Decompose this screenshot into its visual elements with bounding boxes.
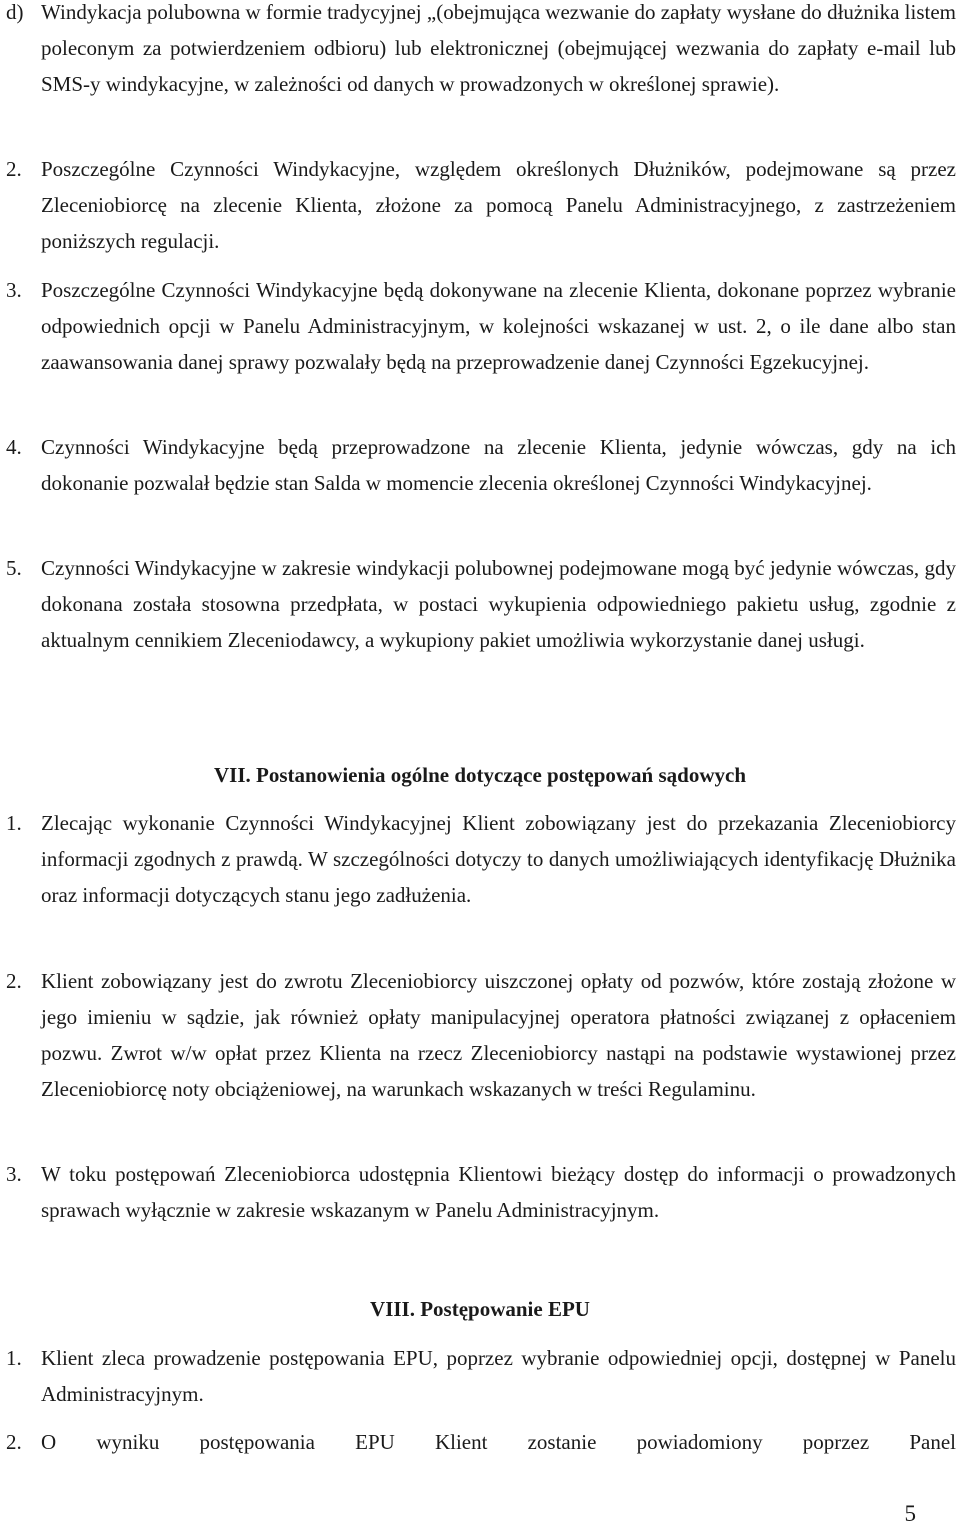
list-item-text: Windykacja polubowna w formie tradycyjnej „(obejmująca wezwanie do zapłaty wysłane do dłużnika listem poleconym za potwierdzeniem odbioru) lub elektronicznej (obejmującej wezwania do zapłaty e-mail lub SMS-y windykacyjne, w zależności od danych w prowadzonych w określonej sprawie). (41, 0, 956, 96)
list-item-text: Poszczególne Czynności Windykacyjne, względem określonych Dłużników, podejmowane są przez Zleceniobiorcę na zlecenie Klienta, złożone za pomocą Panelu Administracyjnego, z zastrzeżeniem poniższych regulacji. (41, 157, 956, 253)
list-item-number: 3. (6, 278, 22, 302)
list-item (6, 1156, 956, 1228)
list-item (6, 805, 956, 913)
list-item (6, 0, 956, 102)
list-item (6, 963, 956, 1107)
list-item-text: Czynności Windykacyjne będą przeprowadzone na zlecenie Klienta, jedynie wówczas, gdy na ich dokonanie pozwalał będzie stan Salda w momencie zlecenia określonej Czynności Windykacyjnej. (41, 435, 956, 495)
list-item (6, 272, 956, 380)
list-item-text: W toku postępowań Zleceniobiorca udostępnia Klientowi bieżący dostęp do informacji o prowadzonych sprawach wyłącznie w zakresie wskazanym w Panelu Administracyjnym. (41, 1162, 956, 1222)
section-heading: VII. Postanowienia ogólne dotyczące postępowań sądowych (213, 763, 746, 787)
section-heading: VIII. Postępowanie EPU (370, 1297, 590, 1321)
list-item-number: 4. (6, 435, 22, 459)
list-item (6, 550, 956, 658)
list-item (6, 1424, 956, 1460)
list-item-number: 2. (6, 969, 22, 993)
list-item-text: Klient zleca prowadzenie postępowania EPU, poprzez wybranie odpowiedniej opcji, dostępnej w Panelu Administracyjnym. (41, 1346, 956, 1406)
list-item-text: Poszczególne Czynności Windykacyjne będą dokonywane na zlecenie Klienta, dokonane poprzez wybranie odpowiednich opcji w Panelu Administracyjnym, w kolejności wskazanej w ust. 2, o ile dane albo stan zaawansowania danej sprawy pozwalały będą na przeprowadzenie danej Czynności Egzekucyjnej. (41, 278, 956, 374)
list-item-number: 5. (6, 556, 22, 580)
list-item-number: 3. (6, 1162, 22, 1186)
list-item (6, 151, 956, 259)
list-item-text: O wyniku postępowania EPU Klient zostanie powiadomiony poprzez Panel (41, 1430, 956, 1454)
list-item-text: Czynności Windykacyjne w zakresie windykacji polubownej podejmowane mogą być jedynie wówczas, gdy dokonana została stosowna przedpłata, w postaci wykupienia odpowiedniego pakietu usług, zgodnie z aktualnym cennikiem Zleceniodawcy, a wykupiony pakiet umożliwia wykorzystanie danej usługi. (41, 556, 956, 652)
list-item-text: Zlecając wykonanie Czynności Windykacyjnej Klient zobowiązany jest do przekazania Zleceniobiorcy informacji zgodnych z prawdą. W szczególności dotyczy to danych umożliwiających identyfikację Dłużnika oraz informacji dotyczących stanu jego zadłużenia. (41, 811, 956, 907)
list-item-number: d) (6, 0, 24, 24)
list-item-number: 2. (6, 1430, 22, 1454)
list-item (6, 429, 956, 501)
list-item-number: 1. (6, 1346, 22, 1370)
list-item (6, 1340, 956, 1412)
list-item-number: 2. (6, 157, 22, 181)
list-item-text: Klient zobowiązany jest do zwrotu Zleceniobiorcy uiszczonej opłaty od pozwów, które zostają złożone w jego imieniu w sądzie, jak również opłaty manipulacyjnej operatora płatności związanej z opłaceniem pozwu. Zwrot w/w opłat przez Klienta na rzecz Zleceniobiorcy nastąpi na podstawie wystawionej przez Zleceniobiorcę noty obciążeniowej, na warunkach wskazanych w treści Regulaminu. (41, 969, 956, 1101)
list-item-number: 1. (6, 811, 22, 835)
page-number: 5 (904, 1501, 916, 1526)
